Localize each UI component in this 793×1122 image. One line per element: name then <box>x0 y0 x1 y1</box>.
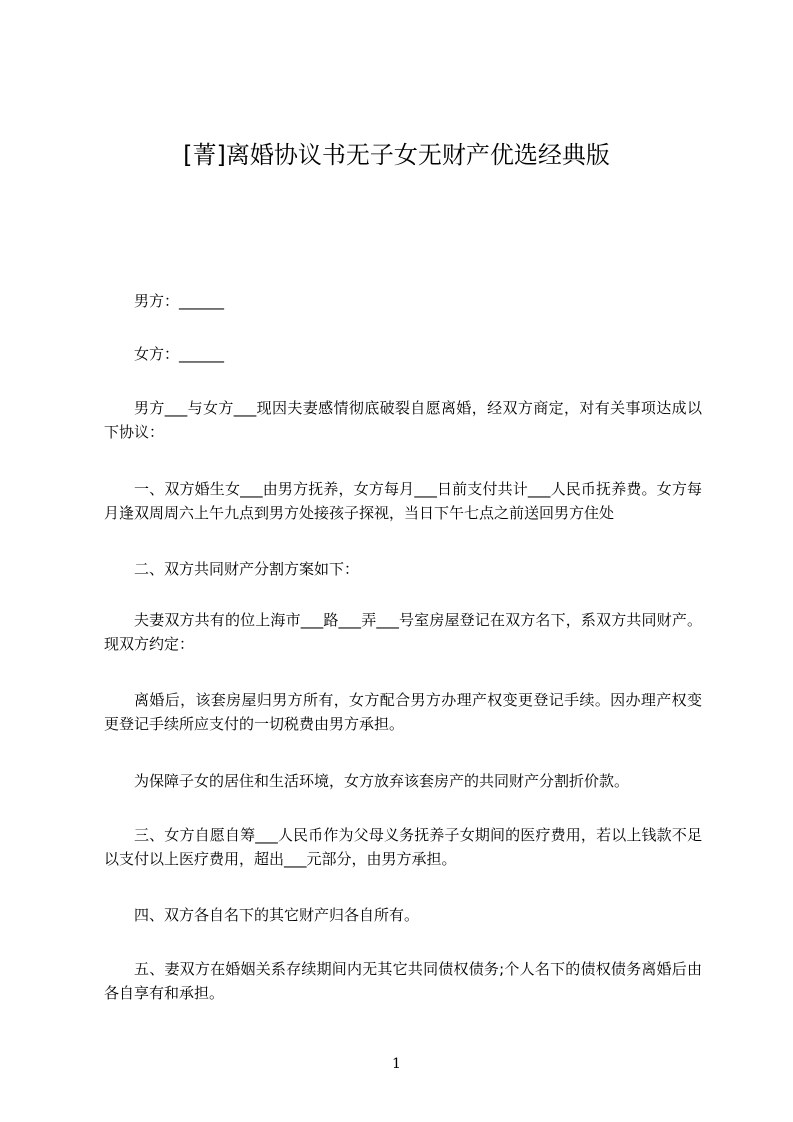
paragraph-clause-3: 三、女方自愿自筹___人民币作为父母义务抚养子女期间的医疗费用，若以上钱款不足以支付以上医疗费用，超出___元部分，由男方承担。 <box>104 826 702 868</box>
paragraph-house-after-divorce: 离婚后，该套房屋归男方所有，女方配合男方办理产权变更登记手续。因办理产权变更登记手续所应支付的一切税费由男方承担。 <box>104 691 702 733</box>
document-title: [菁]离婚协议书无子女无财产优选经典版 <box>183 141 610 169</box>
page-number: 1 <box>392 1056 401 1072</box>
paragraph-intro: 男方___与女方___现因夫妻感情彻底破裂自愿离婚，经双方商定，对有关事项达成以下协议： <box>104 399 702 441</box>
paragraph-waiver: 为保障子女的居住和生活环境，女方放弃该套房产的共同财产分割折价款。 <box>134 772 630 790</box>
paragraph-wife: 女方：______ <box>134 345 225 363</box>
paragraph-property: 夫妻双方共有的位上海市___路___弄___号室房屋登记在双方名下，系双方共同财产。现双方约定： <box>104 611 702 653</box>
paragraph-clause-1: 一、双方婚生女___由男方抚养，女方每月___日前支付共计___人民币抚养费。女方每月逢双周周六上午九点到男方处接孩子探视，当日下午七点之前送回男方住处 <box>104 480 702 522</box>
paragraph-husband: 男方：______ <box>134 292 225 310</box>
paragraph-clause-5: 五、妻双方在婚姻关系存续期间内无其它共同债权债务;个人名下的债权债务离婚后由各自享有和承担。 <box>104 960 702 1002</box>
paragraph-clause-2: 二、双方共同财产分割方案如下： <box>134 560 360 578</box>
paragraph-clause-4: 四、双方各自名下的其它财产归各自所有。 <box>134 906 420 924</box>
